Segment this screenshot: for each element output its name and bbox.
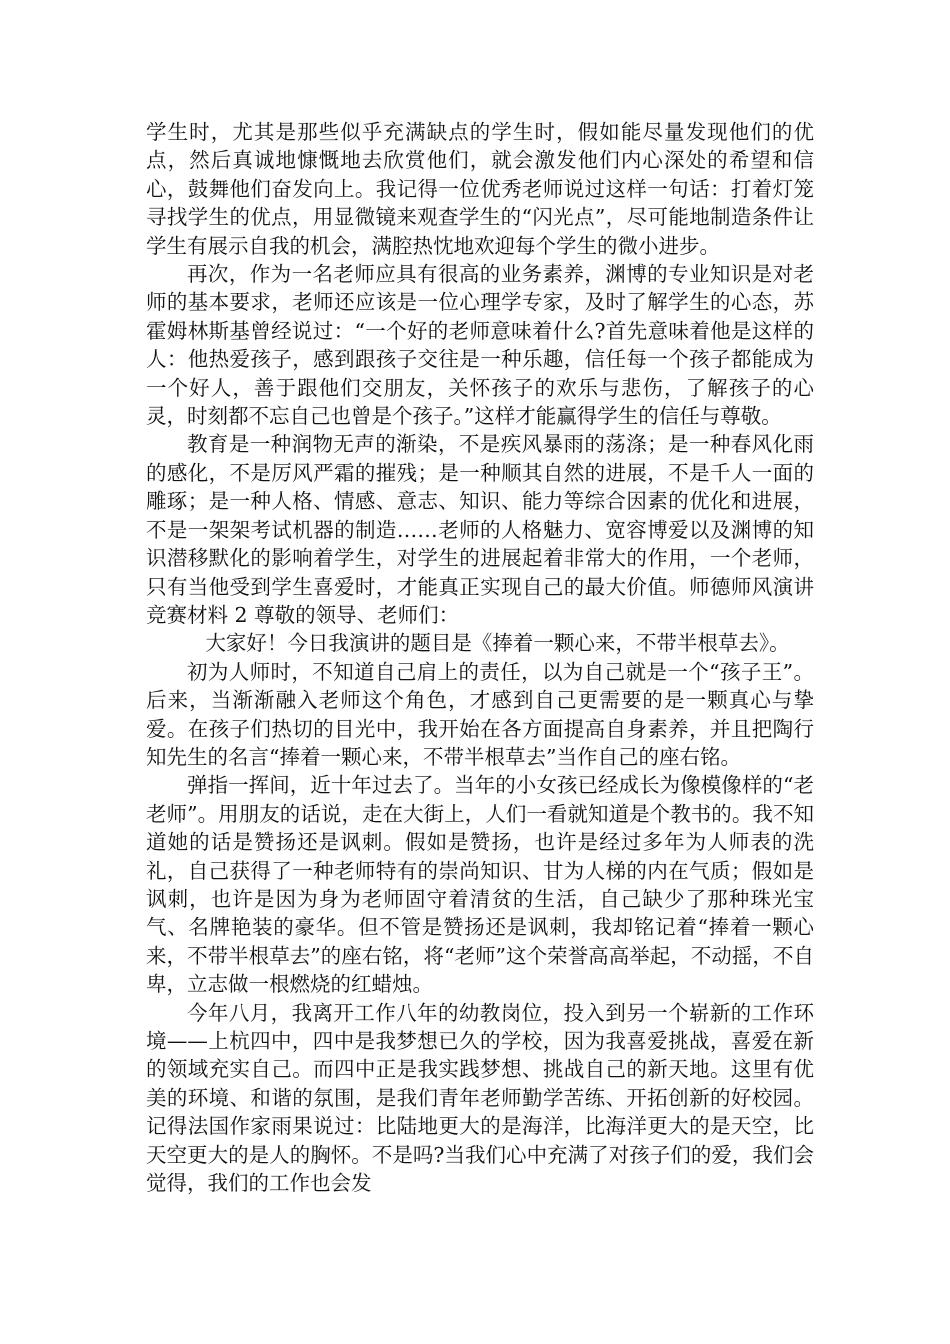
paragraph-6: 弹指一挥间，近十年过去了。当年的小女孩已经成长为像模像样的“老老师”。用朋友的话说，走在大街上，人们一看就知道是个教书的。我不知道她的话是赞扬还是讽刺。假如是赞扬，也许是经过多年为人师表的洗礼，自己获得了一种老师特有的崇尚知识、甘为人梯的内在气质；假如是讽刺，也许是因为身为老师固守着清贫的生活，自己缺少了那种珠光宝气、名牌艳装的豪华。但不管是赞扬还是讽刺，我却铭记着“捧着一颗心来，不带半根草去”的座右铭，将“老师”这个荣誉高高举起，不动摇，不自卑，立志做一根燃烧的红蜡烛。 — [146, 773, 814, 997]
paragraph-1: 学生时，尤其是那些似乎充满缺点的学生时，假如能尽量发现他们的优点，然后真诚地慷慨地去欣赏他们，就会激发他们内心深处的希望和信心，鼓舞他们奋发向上。我记得一位优秀老师说过这样一句话：打着灯笼寻找学生的优点，用显微镜来观查学生的“闪光点”，尽可能地制造条件让学生有展示自我的机会，满腔热忱地欢迎每个学生的微小进步。 — [146, 120, 814, 258]
paragraph-3: 教育是一种润物无声的渐染，不是疾风暴雨的荡涤；是一种春风化雨的感化，不是厉风严霜的摧残；是一种顺其自然的进展，不是千人一面的雕琢；是一种人格、情感、意志、知识、能力等综合因素的优化和进展，不是一架架考试机器的制造……老师的人格魅力、宽容博爱以及渊博的知识潜移默化的影响着学生，对学生的进展起着非常大的作用，一个老师，只有当他受到学生喜爱时，才能真正实现自己的最大价值。师德师风演讲竞赛材料 2 尊敬的领导、老师们： — [146, 432, 814, 627]
paragraph-2: 再次，作为一名老师应具有很高的业务素养，渊博的专业知识是对老师的基本要求，老师还应该是一位心理学专家，及时了解学生的心态，苏霍姆林斯基曾经说过：“一个好的老师意味着什么?首先意味着他是这样的人：他热爱孩子，感到跟孩子交往是一种乐趣，信任每一个孩子都能成为一个好人，善于跟他们交朋友，关怀孩子的欢乐与悲伤，了解孩子的心灵，时刻都不忘自己也曾是个孩子。”这样才能赢得学生的信任与尊敬。 — [146, 262, 814, 429]
document-body — [146, 118, 814, 1197]
paragraph-7: 今年八月，我离开工作八年的幼教岗位，投入到另一个崭新的工作环境——上杭四中，四中是我梦想已久的学校，因为我喜爱挑战，喜爱在新的领域充实自己。而四中正是我实践梦想、挑战自己的新天地。这里有优美的环境、和谐的氛围，是我们青年老师勤学苦练、开拓创新的好校园。记得法国作家雨果说过：比陆地更大的是海洋，比海洋更大的是天空，比天空更大的是人的胸怀。不是吗?当我们心中充满了对孩子们的爱，我们会觉得，我们的工作也会发 — [146, 1000, 814, 1196]
paragraph-5: 初为人师时，不知道自己肩上的责任，以为自己就是一个“孩子王”。后来，当渐渐融入老师这个角色，才感到自己更需要的是一颗真心与挚爱。在孩子们热切的目光中，我开始在各方面提高自身素养，并且把陶行知先生的名言“捧着一颗心来，不带半根草去”当作自己的座右铭。 — [146, 659, 814, 769]
paragraph-greeting: 大家好！今日我演讲的题目是《捧着一颗心来，不带半根草去》。 — [205, 631, 790, 656]
